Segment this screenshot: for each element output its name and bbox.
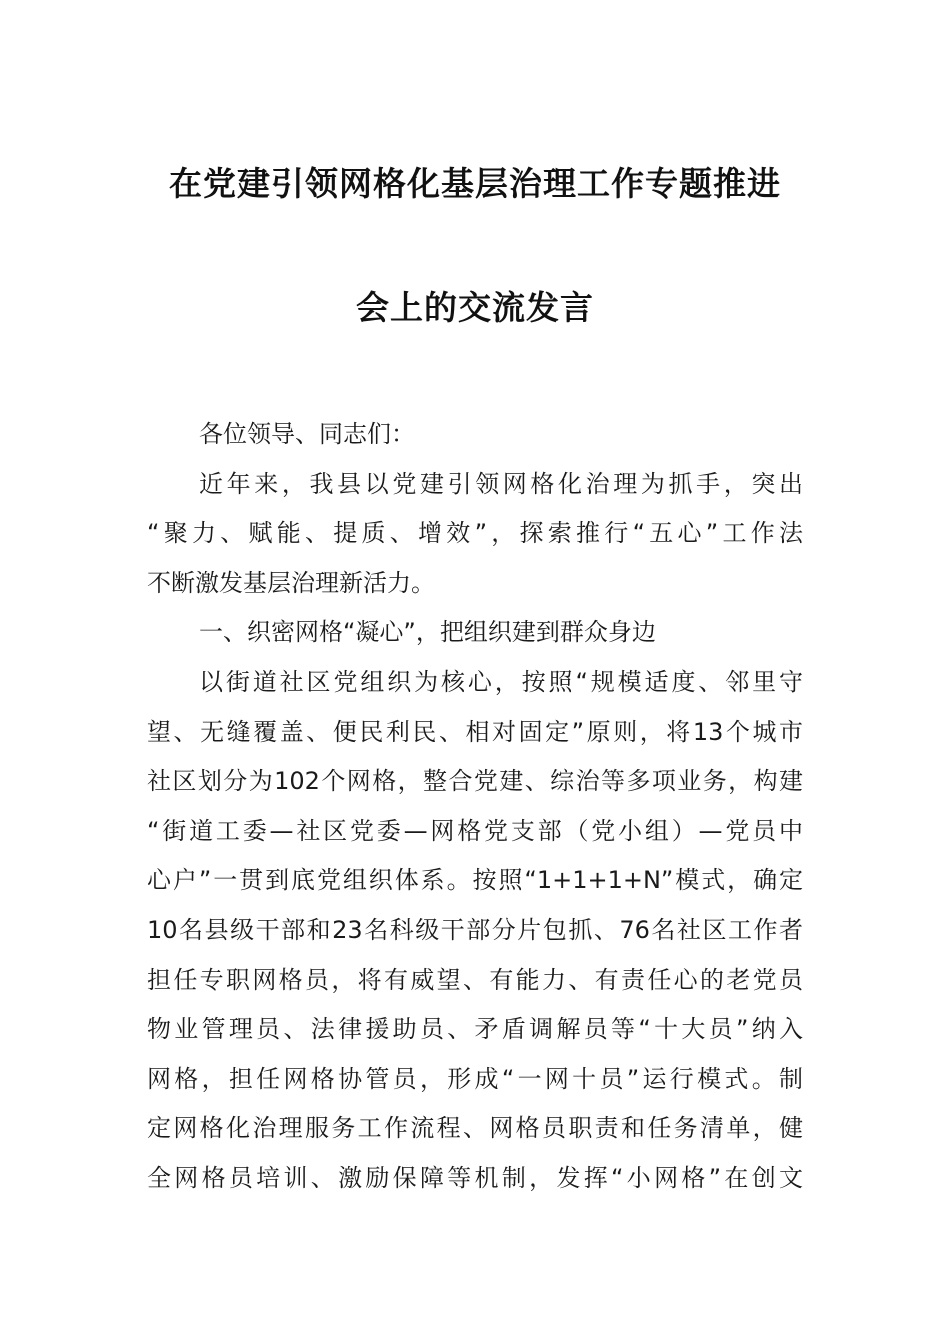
document-title-line-2: 会上的交流发言 xyxy=(356,288,594,327)
document-body xyxy=(147,410,803,1204)
paragraph-2-line: “街道工委—社区党委—网格党支部（党小组）—党员中 xyxy=(147,816,803,845)
paragraph-2-line: 网格，担任网格协管员，形成“一网十员”运行模式。制 xyxy=(147,1064,803,1093)
document-title-line-1: 在党建引领网格化基层治理工作专题推进 xyxy=(169,164,781,203)
paragraph-1-line: 不断激发基层治理新活力。 xyxy=(147,568,435,597)
paragraph-2-line: 以街道社区党组织为核心，按照“规模适度、邻里守 xyxy=(199,667,803,696)
paragraph-2-line: 定网格化治理服务工作流程、网格员职责和任务清单，健 xyxy=(147,1114,803,1143)
paragraph-1-line: “聚力、赋能、提质、增效”，探索推行“五心”工作法 xyxy=(147,519,803,548)
salutation: 各位领导、同志们： xyxy=(199,420,415,448)
paragraph-2-line: 担任专职网格员，将有威望、有能力、有责任心的老党员 xyxy=(147,965,803,994)
paragraph-2-line: 心户”一贯到底党组织体系。按照“1+1+1+N”模式，确定 xyxy=(147,866,803,895)
paragraph-2-line: 10名县级干部和23名科级干部分片包抓、76名社区工作者 xyxy=(147,915,803,944)
paragraph-2-line: 社区划分为102个网格，整合党建、综治等多项业务，构建 xyxy=(147,767,803,796)
paragraph-1-line: 近年来，我县以党建引领网格化治理为抓手，突出 xyxy=(199,469,803,498)
paragraph-2-line: 望、无缝覆盖、便民利民、相对固定”原则，将13个城市 xyxy=(147,717,803,746)
paragraph-2-line: 物业管理员、法律援助员、矛盾调解员等“十大员”纳入 xyxy=(147,1015,803,1044)
paragraph-2-line: 全网格员培训、激励保障等机制，发挥“小网格”在创文 xyxy=(147,1163,803,1192)
section-heading-1: 一、织密网格“凝心”，把组织建到群众身边 xyxy=(199,618,656,647)
